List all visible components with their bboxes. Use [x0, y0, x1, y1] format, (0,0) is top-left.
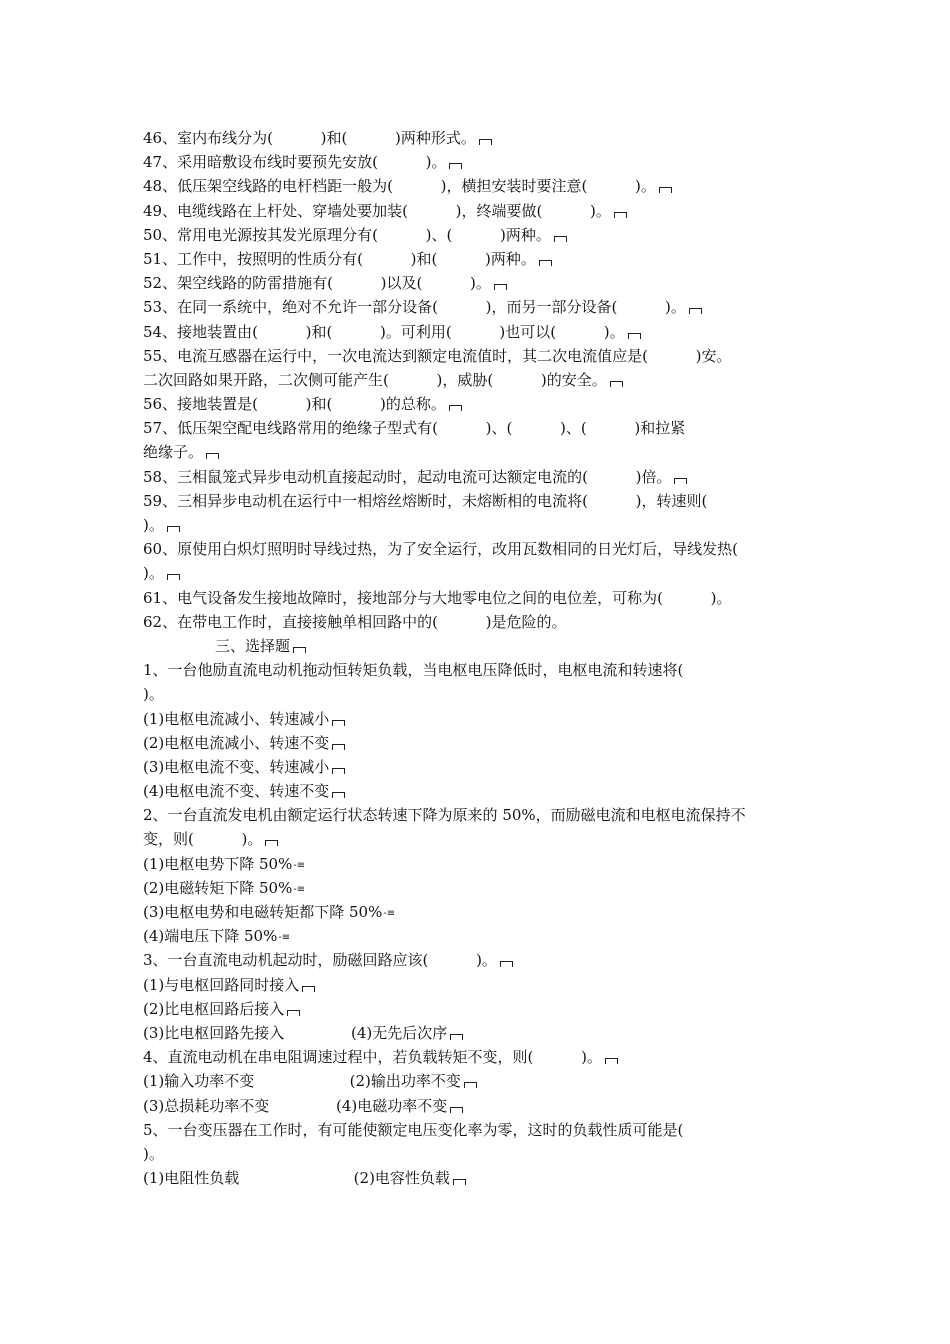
paragraph-mark-icon	[167, 574, 180, 580]
line-text: 49、电缆线路在上杆处、穿墙处要加装( )，终端要做( )。	[143, 201, 611, 220]
text-line	[143, 997, 823, 1021]
paragraph-mark-icon	[449, 405, 462, 411]
text-line	[143, 537, 823, 561]
line-text: 2、一台直流发电机由额定运行状态转速下降为原来的 50%，而励磁电流和电枢电流保持不	[143, 806, 746, 825]
line-text: 47、采用暗敷设布线时要预先安放( )。	[143, 153, 447, 172]
text-line	[143, 948, 823, 972]
line-text: (1)与电枢回路同时接入	[143, 975, 300, 994]
text-line	[143, 368, 823, 392]
paragraph-mark-icon	[450, 1107, 463, 1113]
paragraph-mark-icon	[332, 768, 345, 774]
line-text: 51、工作中，按照明的性质分有( )和( )两种。	[143, 249, 536, 268]
text-line	[143, 174, 823, 198]
line-text: (1)电枢电流减小、转速减小	[143, 709, 330, 728]
line-text: 三、选择题	[215, 636, 291, 655]
text-line	[143, 610, 823, 634]
line-text: (4)电枢电流不变、转速不变	[143, 782, 330, 801]
text-line	[143, 1021, 823, 1045]
paragraph-mark-icon	[332, 720, 345, 726]
text-line	[143, 247, 823, 271]
paragraph-mark-icon	[500, 961, 513, 967]
line-text: 3、一台直流电动机起动时，励磁回路应该( )。	[143, 951, 497, 970]
text-line	[143, 658, 823, 682]
text-line	[143, 755, 823, 779]
paragraph-mark-icon	[539, 260, 552, 266]
line-break-mark-icon: -≡	[293, 859, 306, 871]
line-break-mark-icon: -≡	[383, 908, 396, 919]
text-line	[143, 682, 823, 706]
line-text: 60、原使用白炽灯照明时导线过热，为了安全运行，改用瓦数相同的日光灯后，导线发热(	[143, 540, 738, 559]
paragraph-mark-icon	[689, 308, 702, 314]
paragraph-mark-icon	[450, 1034, 463, 1040]
text-line	[143, 707, 823, 731]
section-heading	[143, 634, 823, 658]
line-text: (2)比电枢回路后接入	[143, 999, 285, 1018]
text-line	[143, 513, 823, 537]
text-line	[143, 320, 823, 344]
paragraph-mark-icon	[287, 1010, 300, 1016]
paragraph-mark-icon	[453, 1179, 466, 1185]
paragraph-mark-icon	[167, 526, 180, 532]
text-line	[143, 295, 823, 319]
line-text: 56、接地装置是( )和( )的总称。	[143, 395, 446, 414]
line-text: 二次回路如果开路，二次侧可能产生( )，威胁( )的安全。	[143, 370, 607, 389]
paragraph-mark-icon	[659, 187, 672, 193]
text-line	[143, 344, 823, 368]
line-break-mark-icon: -≡	[278, 932, 291, 944]
text-line	[143, 852, 823, 876]
paragraph-mark-icon	[293, 647, 306, 653]
line-text: 46、室内布线分为( )和( )两种形式。	[143, 129, 476, 147]
line-text: (1)电阻性负载 (2)电容性负载	[143, 1169, 450, 1188]
line-text: 变，则( )。	[143, 830, 263, 849]
paragraph-mark-icon	[605, 1058, 618, 1064]
line-text: (3)比电枢回路先接入 (4)无先后次序	[143, 1023, 448, 1042]
text-line	[143, 1142, 823, 1166]
line-text: 50、常用电光源按其发光原理分有( )、( )两种。	[143, 225, 551, 244]
text-line	[143, 271, 823, 295]
paragraph-mark-icon	[302, 986, 315, 992]
paragraph-mark-icon	[332, 792, 345, 798]
line-text: (2)电枢电流减小、转速不变	[143, 733, 330, 752]
line-text: (3)电枢电势和电磁转矩都下降 50%	[143, 903, 383, 921]
text-line	[143, 1166, 823, 1190]
line-text: (3)总损耗功率不变 (4)电磁功率不变	[143, 1096, 448, 1115]
text-line	[143, 416, 823, 440]
text-line	[143, 223, 823, 247]
line-text: )。	[143, 564, 164, 583]
line-text: (1)电枢电势下降 50%	[143, 854, 293, 873]
paragraph-mark-icon	[614, 212, 627, 218]
paragraph-mark-icon	[494, 284, 507, 290]
line-text: 59、三相异步电动机在运行中一相熔丝熔断时，未熔断相的电流将( )，转速则(	[143, 491, 708, 510]
text-line	[143, 561, 823, 585]
line-text: 54、接地装置由( )和( )。可利用( )也可以( )。	[143, 322, 625, 341]
text-line	[143, 924, 823, 948]
text-line	[143, 803, 823, 827]
line-text: 58、三相鼠笼式异步电动机直接起动时，起动电流可达额定电流的( )倍。	[143, 467, 672, 486]
paragraph-mark-icon	[265, 840, 278, 846]
line-text: 61、电气设备发生接地故障时，接地部分与大地零电位之间的电位差，可称为( )。	[143, 588, 732, 607]
text-line	[143, 1069, 823, 1093]
text-line	[143, 779, 823, 803]
text-line	[143, 126, 823, 150]
paragraph-mark-icon	[206, 453, 219, 459]
paragraph-mark-icon	[674, 478, 687, 484]
text-line	[143, 731, 823, 755]
text-line	[143, 465, 823, 489]
paragraph-mark-icon	[554, 236, 567, 242]
text-line	[143, 150, 823, 174]
paragraph-mark-icon	[610, 381, 623, 387]
text-line	[143, 1118, 823, 1142]
paragraph-mark-icon	[479, 139, 492, 145]
text-line	[143, 392, 823, 416]
text-line	[143, 489, 823, 513]
line-text: 48、低压架空线路的电杆档距一般为( )，横担安装时要注意( )。	[143, 177, 656, 196]
line-text: )。	[143, 516, 164, 534]
text-line	[143, 586, 823, 610]
line-text: (4)端电压下降 50%	[143, 927, 278, 946]
line-text: (2)电磁转矩下降 50%	[143, 878, 293, 897]
line-text: 53、在同一系统中，绝对不允许一部分设备( )，而另一部分设备( )。	[143, 298, 686, 317]
text-line	[143, 1094, 823, 1118]
line-text: 1、一台他励直流电动机拖动恒转矩负载，当电枢电压降低时，电枢电流和转速将(	[143, 661, 684, 680]
line-text: (1)输入功率不变 (2)输出功率不变	[143, 1072, 461, 1091]
line-break-mark-icon: -≡	[293, 883, 306, 895]
text-line	[143, 973, 823, 997]
line-text: (3)电枢电流不变、转速减小	[143, 757, 330, 776]
line-text: 62、在带电工作时，直接接触单相回路中的( )是危险的。	[143, 612, 567, 631]
line-text: 52、架空线路的防雷措施有( )以及( )。	[143, 274, 491, 293]
text-line	[143, 1045, 823, 1069]
line-text: )。	[143, 1144, 164, 1163]
paragraph-mark-icon	[332, 744, 345, 750]
line-text: 57、低压架空配电线路常用的绝缘子型式有( )、( )、( )和拉紧	[143, 419, 686, 438]
line-text: 4、直流电动机在串电阻调速过程中，若负载转矩不变，则( )。	[143, 1048, 602, 1067]
text-line	[143, 440, 823, 464]
paragraph-mark-icon	[449, 163, 462, 169]
line-text: 5、一台变压器在工作时，有可能使额定电压变化率为零，这时的负载性质可能是(	[143, 1120, 684, 1139]
line-text: 绝缘子。	[143, 443, 204, 462]
text-line	[143, 900, 823, 924]
line-text: 55、电流互感器在运行中，一次电流达到额定电流值时，其二次电流值应是( )安。	[143, 346, 732, 365]
line-text: )。	[143, 685, 164, 704]
paragraph-mark-icon	[464, 1082, 477, 1088]
text-line	[143, 827, 823, 851]
paragraph-mark-icon	[628, 333, 641, 339]
text-line	[143, 199, 823, 223]
text-line	[143, 876, 823, 900]
document-page	[143, 126, 823, 1190]
